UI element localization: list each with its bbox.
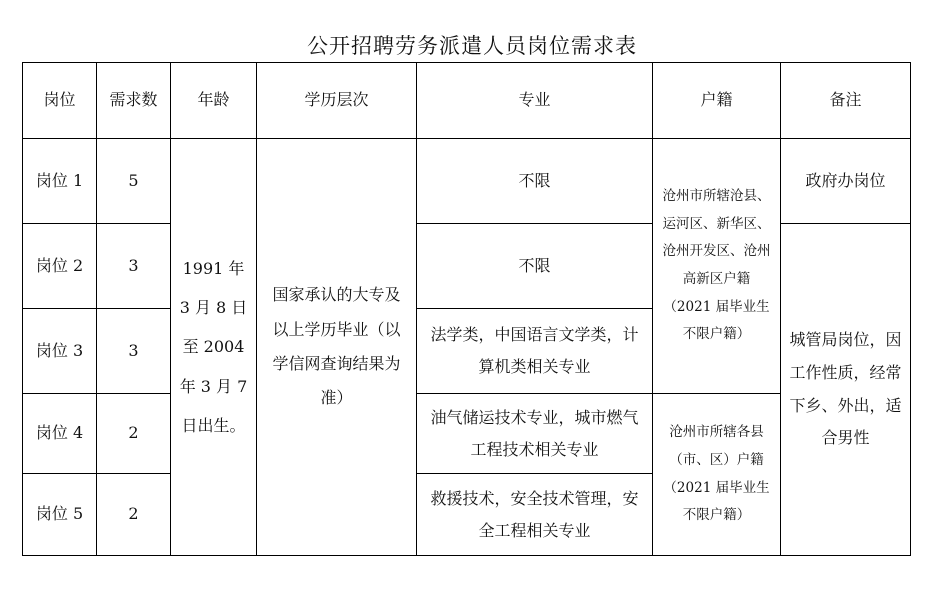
education-cell: 国家承认的大专及以上学历毕业（以学信网查询结果为准） xyxy=(257,139,417,556)
major-cell: 不限 xyxy=(417,139,653,224)
table-row xyxy=(23,394,911,474)
position-cell: 岗位 5 xyxy=(23,474,97,556)
position-cell: 岗位 2 xyxy=(23,224,97,309)
header-age: 年龄 xyxy=(171,63,257,139)
count-cell: 2 xyxy=(97,474,171,556)
major-cell: 油气储运技术专业，城市燃气工程技术相关专业 xyxy=(417,394,653,474)
header-row xyxy=(23,63,911,139)
position-cell: 岗位 3 xyxy=(23,309,97,394)
header-notes: 备注 xyxy=(781,63,911,139)
notes-cell-1: 政府办岗位 xyxy=(781,139,911,224)
header-hukou: 户籍 xyxy=(653,63,781,139)
hukou-cell-2: 沧州市所辖各县（市、区）户籍（2021 届毕业生不限户籍） xyxy=(653,394,781,556)
major-cell: 法学类，中国语言文学类，计算机类相关专业 xyxy=(417,309,653,394)
count-cell: 5 xyxy=(97,139,171,224)
count-cell: 2 xyxy=(97,394,171,474)
table-row xyxy=(23,139,911,224)
job-requirements-table xyxy=(22,62,911,556)
hukou-cell-1: 沧州市所辖沧县、运河区、新华区、沧州开发区、沧州高新区户籍（2021 届毕业生不限户籍） xyxy=(653,139,781,394)
page-title: 公开招聘劳务派遣人员岗位需求表 xyxy=(307,34,637,58)
major-cell: 不限 xyxy=(417,224,653,309)
age-cell: 1991 年 3 月 8 日至 2004 年 3 月 7 日出生。 xyxy=(171,139,257,556)
header-count: 需求数 xyxy=(97,63,171,139)
header-major: 专业 xyxy=(417,63,653,139)
position-cell: 岗位 4 xyxy=(23,394,97,474)
header-position: 岗位 xyxy=(23,63,97,139)
position-cell: 岗位 1 xyxy=(23,139,97,224)
count-cell: 3 xyxy=(97,224,171,309)
major-cell: 救援技术，安全技术管理，安全工程相关专业 xyxy=(417,474,653,556)
count-cell: 3 xyxy=(97,309,171,394)
header-education: 学历层次 xyxy=(257,63,417,139)
notes-cell-2: 城管局岗位，因工作性质，经常下乡、外出，适合男性 xyxy=(781,224,911,556)
